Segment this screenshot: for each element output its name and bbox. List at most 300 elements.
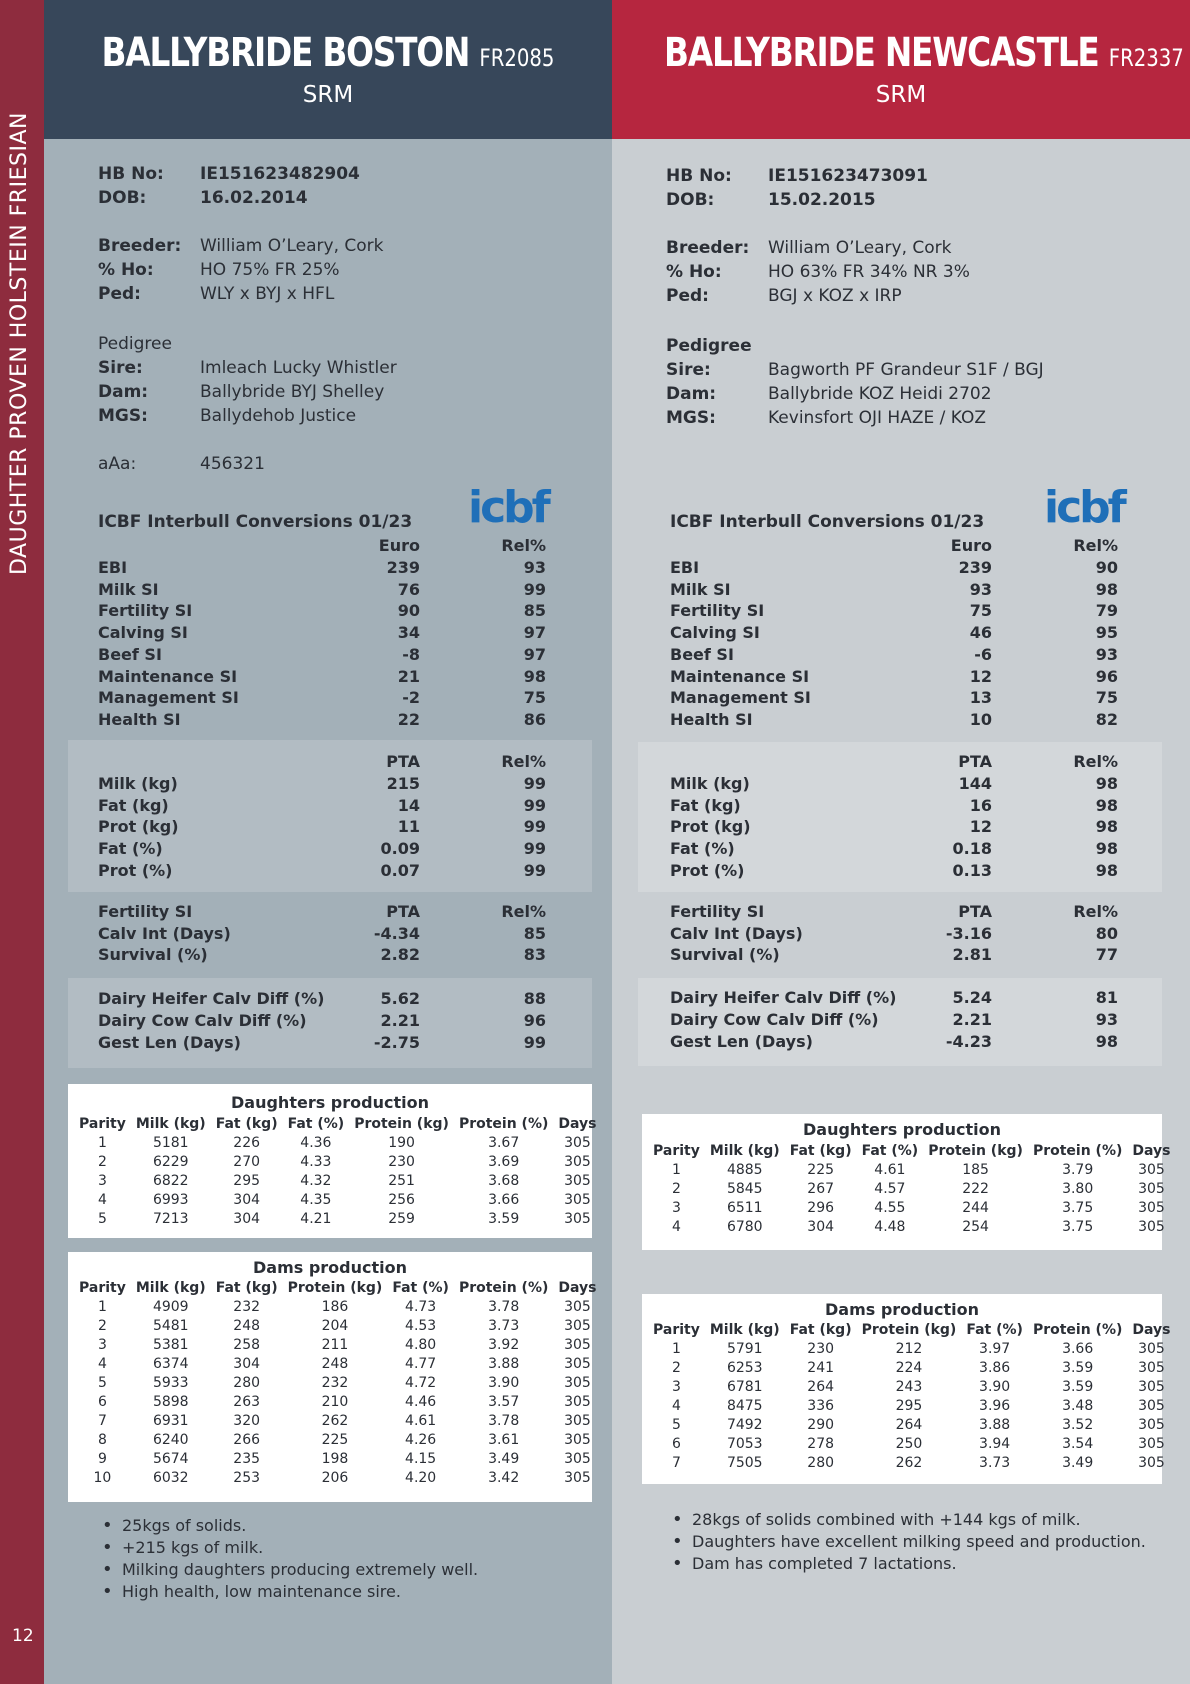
table-cell: 2 [671, 1359, 681, 1376]
column-header: Fat (kg) [789, 1321, 852, 1338]
table-cell: 3.88 [488, 1355, 520, 1372]
stat-value: 144 [958, 774, 992, 793]
stat-row [98, 1011, 576, 1033]
table-cell: 5381 [152, 1336, 189, 1353]
table-cell: 222 [962, 1180, 989, 1197]
table-row [74, 1297, 601, 1316]
table-cell: 262 [895, 1454, 923, 1471]
table-cell: 305 [564, 1374, 591, 1391]
ped-row [666, 286, 1146, 310]
table-row [648, 1434, 1175, 1453]
icbf-logo: icbf [1044, 482, 1124, 533]
stat-label: Dairy Heifer Calv Diff (%) [670, 988, 897, 1007]
table-cell: 224 [895, 1359, 923, 1376]
column-header: Milk (kg) [709, 1142, 780, 1159]
stat-value: 2.21 [952, 1010, 992, 1029]
breeder-row [98, 236, 578, 260]
stat-reliability: 82 [1095, 709, 1118, 729]
table-cell: 3.73 [488, 1317, 520, 1334]
stat-label: Survival (%) [98, 945, 208, 964]
stat-row [98, 796, 576, 818]
ped-row [98, 284, 578, 308]
table-cell: 7492 [726, 1416, 763, 1433]
table-cell: 3.49 [488, 1450, 520, 1467]
stat-reliability: 98 [1095, 1032, 1118, 1051]
stat-reliability: 77 [1095, 945, 1118, 964]
table-cell: 304 [233, 1355, 261, 1372]
pta-header [98, 752, 576, 774]
stat-reliability: 98 [1095, 795, 1118, 815]
stat-value: 0.13 [952, 860, 992, 880]
bull-name [664, 30, 1184, 76]
rel-header: Rel% [1073, 536, 1118, 555]
table-cell: 4.15 [405, 1450, 437, 1467]
table-header-row [648, 1141, 1175, 1160]
table-cell: 296 [807, 1199, 835, 1216]
mgs-label: MGS: [98, 406, 148, 426]
table-cell: 3.48 [1062, 1397, 1094, 1414]
dob-value: 16.02.2014 [200, 188, 308, 208]
table-cell: 305 [564, 1469, 591, 1486]
stat-label: Management SI [98, 688, 239, 708]
stat-label: Gest Len (Days) [670, 1032, 813, 1051]
sire-label: Sire: [98, 358, 143, 378]
stat-row [98, 601, 576, 623]
bull-code: FR2337 [1108, 44, 1184, 72]
dob-value: 15.02.2015 [768, 190, 876, 210]
stat-reliability: 90 [1095, 558, 1118, 577]
daughters-title: Daughters production [231, 1093, 429, 1112]
table-cell: 3.90 [979, 1378, 1011, 1395]
pedigree-label: Pedigree [666, 336, 752, 356]
stat-row [670, 796, 1148, 818]
stat-label: Dairy Cow Calv Diff (%) [98, 1011, 307, 1030]
table-cell: 305 [564, 1412, 591, 1429]
table-header-row [74, 1114, 601, 1133]
euro-header: Euro [950, 536, 992, 555]
stat-value: -4.34 [373, 924, 420, 943]
table-cell: 305 [564, 1355, 591, 1372]
bull-type: SRM [302, 82, 354, 108]
daughters-production [642, 1114, 1171, 1250]
table-cell: 198 [321, 1450, 349, 1467]
sidebar-title: DAUGHTER PROVEN HOLSTEIN FRIESIAN [7, 112, 32, 575]
table-cell: 211 [321, 1336, 349, 1353]
table-cell: 4.57 [874, 1180, 906, 1197]
table-cell: 253 [233, 1469, 261, 1486]
table-cell: 8475 [726, 1397, 763, 1414]
daughters-title: Daughters production [803, 1120, 1001, 1139]
table-cell: 4.61 [405, 1412, 437, 1429]
note-item: • 25kgs of solids. [98, 1516, 478, 1538]
table-cell: 3.73 [979, 1454, 1011, 1471]
stat-row [670, 924, 1148, 946]
calving-panel [638, 978, 1162, 1066]
dam-label: Dam: [98, 382, 149, 402]
table-cell: 4.21 [300, 1210, 332, 1227]
pta-header [670, 752, 1148, 774]
table-cell: 5898 [152, 1393, 189, 1410]
table-cell: 290 [807, 1416, 835, 1433]
table-cell: 5481 [152, 1317, 189, 1334]
table-cell: 305 [564, 1172, 591, 1189]
table-cell: 3.86 [979, 1359, 1011, 1376]
stat-row [98, 623, 576, 645]
sire-row [98, 358, 578, 382]
table-cell: 3.75 [1062, 1218, 1094, 1235]
stat-label: Calving SI [670, 623, 760, 643]
stat-value: 2.21 [380, 1011, 420, 1030]
dob-row [666, 190, 1146, 214]
fertility-title: Fertility SI [670, 902, 765, 921]
table-cell: 305 [1138, 1397, 1165, 1414]
hb-value: IE151623473091 [768, 166, 928, 186]
stat-reliability: 88 [523, 989, 546, 1008]
table-cell: 3.59 [1062, 1378, 1094, 1395]
stat-value: -2.75 [373, 1033, 420, 1052]
table-cell: 295 [895, 1397, 923, 1414]
stat-value: -4.23 [945, 1032, 992, 1051]
stat-label: Fertility SI [670, 601, 765, 621]
stat-reliability: 99 [523, 817, 546, 837]
stat-label: Milk SI [670, 579, 731, 599]
hb-label: HB No: [666, 166, 732, 186]
table-cell: 304 [233, 1191, 261, 1208]
ped-label: Ped: [666, 286, 709, 306]
stat-label: Calving SI [98, 623, 188, 643]
table-cell: 3 [97, 1172, 107, 1189]
column-header: Fat (%) [966, 1321, 1023, 1338]
stat-value: 2.82 [380, 945, 420, 964]
stat-row [670, 988, 1148, 1010]
stat-row [98, 645, 576, 667]
table-cell: 212 [895, 1340, 923, 1357]
table-cell: 6781 [726, 1378, 763, 1395]
note-item: • Daughters have excellent milking speed and production. [668, 1532, 1146, 1554]
stat-label: Survival (%) [670, 945, 780, 964]
aaa-label: aAa: [98, 454, 137, 474]
calving-panel [68, 978, 592, 1068]
fertility-rel-header: Rel% [501, 902, 546, 921]
column-header: Days [1132, 1321, 1171, 1338]
table-row [74, 1354, 601, 1373]
column-header: Protein (kg) [354, 1115, 449, 1132]
stat-label: Fat (%) [670, 839, 735, 859]
table-cell: 3.92 [488, 1336, 520, 1353]
stat-label: EBI [670, 558, 700, 577]
dob-label: DOB: [666, 190, 715, 210]
stat-label: Milk (kg) [670, 774, 750, 793]
ho-row [98, 260, 578, 284]
table-cell: 6032 [152, 1469, 189, 1486]
table-cell: 1 [671, 1340, 681, 1357]
table-cell: 185 [962, 1161, 989, 1178]
table-cell: 4.55 [874, 1199, 906, 1216]
pta-col-header: PTA [386, 752, 420, 771]
table-cell: 3.94 [979, 1435, 1011, 1452]
table-cell: 6374 [152, 1355, 189, 1372]
bull-name-text: BALLYBRIDE BOSTON [101, 30, 470, 76]
stat-reliability: 98 [1095, 817, 1118, 837]
table-cell: 3.66 [1062, 1340, 1094, 1357]
daughters-table [648, 1141, 1175, 1236]
table-cell: 280 [233, 1374, 261, 1391]
stat-reliability: 99 [523, 1033, 546, 1052]
table-cell: 4.35 [300, 1191, 332, 1208]
table-cell: 305 [1138, 1161, 1165, 1178]
table-cell: 278 [807, 1435, 835, 1452]
table-cell: 4.77 [405, 1355, 437, 1372]
column-header: Protein (%) [458, 1279, 549, 1296]
stat-row [670, 601, 1148, 623]
pta-rel-header: Rel% [1073, 752, 1118, 771]
table-cell: 4.72 [405, 1374, 437, 1391]
stat-row [98, 945, 576, 967]
stat-row [98, 710, 576, 732]
dam-label: Dam: [666, 384, 717, 404]
column-header: Days [558, 1115, 597, 1132]
icbf-logo: icbf [468, 482, 548, 533]
note-item: • Milking daughters producing extremely well. [98, 1560, 478, 1582]
table-row [74, 1209, 601, 1228]
table-cell: 3.90 [488, 1374, 520, 1391]
stat-value: 34 [397, 623, 420, 643]
column-header: Fat (kg) [789, 1142, 852, 1159]
stat-row [98, 580, 576, 602]
stat-value: 0.18 [952, 839, 992, 859]
table-cell: 264 [895, 1416, 923, 1433]
column-header: Protein (%) [458, 1115, 549, 1132]
ho-label: % Ho: [98, 260, 154, 280]
stat-label: Fertility SI [98, 601, 193, 621]
page-number: 12 [12, 1626, 34, 1646]
table-cell: 3.59 [488, 1210, 520, 1227]
fertility-header [670, 902, 1148, 924]
ho-value: HO 75% FR 25% [200, 260, 340, 280]
table-cell: 4 [97, 1191, 107, 1208]
table-row [648, 1179, 1175, 1198]
table-row [648, 1453, 1175, 1472]
table-cell: 1 [97, 1298, 107, 1315]
table-cell: 4 [97, 1355, 107, 1372]
table-cell: 3 [671, 1378, 681, 1395]
stat-value: 0.09 [380, 839, 420, 859]
bull-code: FR2085 [479, 44, 555, 72]
stat-reliability: 99 [523, 774, 546, 793]
table-cell: 6931 [152, 1412, 189, 1429]
column-header: Parity [653, 1321, 700, 1338]
daughters-table [74, 1114, 601, 1228]
stat-reliability: 98 [1095, 860, 1118, 880]
stat-reliability: 99 [523, 795, 546, 815]
table-cell: 305 [564, 1210, 591, 1227]
table-header-row [74, 1278, 601, 1297]
column-header: Fat (kg) [215, 1115, 278, 1132]
table-cell: 3.68 [488, 1172, 520, 1189]
table-row [648, 1396, 1175, 1415]
table-cell: 295 [233, 1172, 261, 1189]
table-cell: 3.69 [488, 1153, 520, 1170]
stat-value: 21 [397, 666, 420, 686]
table-cell: 305 [1138, 1180, 1165, 1197]
stat-row [98, 774, 576, 796]
column-header: Protein (kg) [928, 1142, 1023, 1159]
sire-label: Sire: [666, 360, 711, 380]
table-cell: 7 [97, 1412, 107, 1429]
note-item: • +215 kgs of milk. [98, 1538, 478, 1560]
table-cell: 6993 [152, 1191, 189, 1208]
stat-label: Gest Len (Days) [98, 1033, 241, 1052]
table-cell: 4.20 [405, 1469, 437, 1486]
table-cell: 3.42 [488, 1469, 520, 1486]
table-cell: 4 [671, 1218, 681, 1235]
stat-row [670, 1032, 1148, 1054]
stat-value: 75 [969, 601, 992, 621]
table-cell: 305 [564, 1317, 591, 1334]
bull-card-left [44, 0, 612, 1684]
stat-row [98, 667, 576, 689]
daughters-production [68, 1084, 597, 1238]
breeder-value: William O’Leary, Cork [768, 238, 952, 258]
table-cell: 2 [97, 1317, 107, 1334]
stat-reliability: 75 [1095, 688, 1118, 708]
rel-header: Rel% [501, 536, 546, 555]
table-cell: 244 [962, 1199, 989, 1216]
table-row [74, 1449, 601, 1468]
table-cell: 248 [321, 1355, 349, 1372]
table-cell: 270 [233, 1153, 261, 1170]
table-cell: 280 [807, 1454, 835, 1471]
stat-row [98, 817, 576, 839]
stat-row [670, 710, 1148, 732]
table-cell: 9 [97, 1450, 107, 1467]
table-cell: 3.67 [488, 1134, 520, 1151]
stat-label: Calv Int (Days) [670, 924, 803, 943]
ho-label: % Ho: [666, 262, 722, 282]
ho-row [666, 262, 1146, 286]
table-cell: 305 [564, 1134, 591, 1151]
table-row [648, 1415, 1175, 1434]
table-cell: 5 [97, 1374, 107, 1391]
stat-row [670, 580, 1148, 602]
table-cell: 305 [564, 1153, 591, 1170]
column-header: Fat (%) [861, 1142, 919, 1159]
stat-label: Fat (%) [98, 839, 163, 859]
stat-reliability: 99 [523, 839, 546, 859]
column-header: Fat (%) [287, 1115, 345, 1132]
table-cell: 5674 [152, 1450, 189, 1467]
stat-value: 16 [969, 795, 992, 815]
stat-reliability: 79 [1095, 601, 1118, 621]
column-header: Protein (kg) [287, 1279, 383, 1296]
table-cell: 267 [807, 1180, 835, 1197]
table-cell: 2 [671, 1180, 681, 1197]
ped-label: Ped: [98, 284, 141, 304]
stat-label: Management SI [670, 688, 811, 708]
table-row [74, 1190, 601, 1209]
column-header: Milk (kg) [709, 1321, 780, 1338]
table-cell: 8 [97, 1431, 107, 1448]
table-cell: 3.96 [979, 1397, 1011, 1414]
stat-value: 12 [969, 666, 992, 686]
stat-value: 93 [969, 579, 992, 599]
column-header: Days [1132, 1142, 1171, 1159]
table-cell: 1 [97, 1134, 107, 1151]
stat-value: -8 [402, 644, 420, 664]
mgs-value: Ballydehob Justice [200, 406, 357, 426]
table-cell: 3 [97, 1336, 107, 1353]
table-cell: 5845 [726, 1180, 763, 1197]
pedigree-label: Pedigree [98, 334, 172, 354]
stat-label: Dairy Cow Calv Diff (%) [670, 1010, 879, 1029]
table-cell: 186 [321, 1298, 349, 1315]
breeder-row [666, 238, 1146, 262]
fertility-rel-header: Rel% [1073, 902, 1118, 921]
column-header: Fat (kg) [215, 1279, 278, 1296]
breeder-label: Breeder: [98, 236, 182, 256]
table-cell: 7053 [726, 1435, 763, 1452]
dams-production [642, 1294, 1171, 1484]
table-cell: 3.78 [488, 1412, 520, 1429]
column-header: Fat (%) [392, 1279, 449, 1296]
table-cell: 305 [1138, 1416, 1165, 1433]
icbf-title: ICBF Interbull Conversions 01/23 [98, 512, 413, 532]
column-header: Protein (kg) [861, 1321, 957, 1338]
bull-type: SRM [875, 82, 927, 108]
table-cell: 305 [564, 1393, 591, 1410]
column-header: Milk (kg) [135, 1279, 206, 1296]
table-cell: 304 [807, 1218, 835, 1235]
table-cell: 262 [321, 1412, 349, 1429]
stat-row [98, 688, 576, 710]
column-header: Milk (kg) [135, 1115, 206, 1132]
dams-table [648, 1320, 1175, 1472]
table-cell: 5933 [152, 1374, 189, 1391]
table-row [74, 1152, 601, 1171]
stat-row [670, 667, 1148, 689]
table-cell: 243 [895, 1378, 923, 1395]
table-cell: 2 [97, 1153, 107, 1170]
table-cell: 305 [1138, 1340, 1165, 1357]
table-cell: 4.46 [405, 1393, 437, 1410]
column-header: Parity [79, 1115, 126, 1132]
table-cell: 305 [564, 1450, 591, 1467]
table-cell: 263 [233, 1393, 261, 1410]
aaa-value: 456321 [200, 454, 265, 474]
table-cell: 232 [321, 1374, 349, 1391]
stat-row [98, 861, 576, 883]
table-cell: 6229 [152, 1153, 189, 1170]
column-header: Protein (%) [1032, 1142, 1123, 1159]
table-cell: 3.59 [1062, 1359, 1094, 1376]
table-cell: 336 [807, 1397, 835, 1414]
table-cell: 256 [388, 1191, 415, 1208]
stat-reliability: 81 [1095, 988, 1118, 1007]
stat-label: Milk (kg) [98, 774, 178, 793]
stat-row [670, 817, 1148, 839]
table-row [648, 1339, 1175, 1358]
stat-label: Prot (%) [98, 860, 173, 880]
stat-label: Milk SI [98, 579, 159, 599]
hb-row [666, 166, 1146, 190]
table-cell: 3.49 [1062, 1454, 1094, 1471]
pta-rel-header: Rel% [501, 752, 546, 771]
dam-value: Ballybride BYJ Shelley [200, 382, 385, 402]
table-cell: 5791 [726, 1340, 763, 1357]
dam-row [98, 382, 578, 406]
table-row [74, 1373, 601, 1392]
stat-value: 46 [969, 623, 992, 643]
